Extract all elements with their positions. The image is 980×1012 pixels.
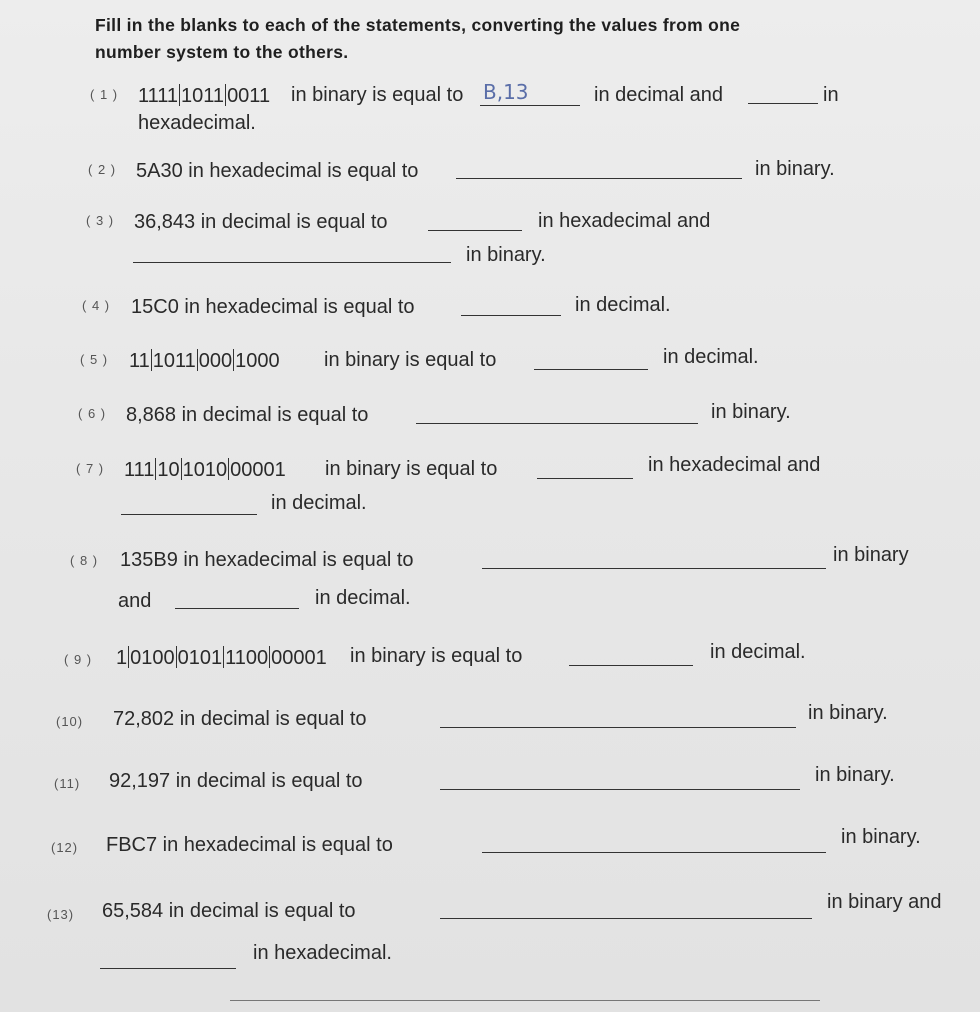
question-text: in binary. — [466, 244, 546, 266]
question-text: 5A30 in hexadecimal is equal to — [136, 160, 419, 182]
question-number: ( 2 ) — [88, 162, 117, 177]
question-text: 72,802 in decimal is equal to — [113, 708, 367, 730]
question-text: in binary is equal to — [350, 645, 523, 667]
question-text: in decimal. — [710, 641, 806, 663]
answer-blank[interactable] — [428, 230, 522, 231]
answer-blank[interactable] — [456, 178, 742, 179]
answer-blank[interactable] — [175, 608, 299, 609]
binary-value: 1111 1011 0011 — [138, 85, 271, 107]
question-text: FBC7 in hexadecimal is equal to — [106, 834, 393, 856]
question-text: 36,843 in decimal is equal to — [134, 211, 388, 233]
question-text: 15C0 in hexadecimal is equal to — [131, 296, 415, 318]
question-number: ( 1 ) — [90, 87, 119, 102]
question-text: in decimal. — [271, 492, 367, 514]
question-text: in binary. — [815, 764, 895, 786]
question-text: in binary. — [755, 158, 835, 180]
question-text: in binary is equal to — [324, 349, 497, 371]
answer-blank[interactable] — [440, 789, 800, 790]
question-number: ( 7 ) — [76, 461, 105, 476]
page-bottom-rule — [230, 1000, 820, 1001]
answer-blank[interactable] — [133, 262, 451, 263]
answer-blank[interactable] — [748, 103, 818, 104]
answer-blank[interactable] — [480, 105, 580, 106]
question-text: in binary. — [711, 401, 791, 423]
question-number: (10) — [56, 714, 84, 729]
question-number: ( 8 ) — [70, 553, 99, 568]
question-text: in binary and — [827, 891, 942, 913]
question-number: ( 3 ) — [86, 213, 115, 228]
answer-blank[interactable] — [537, 478, 633, 479]
question-text: in binary is equal to — [325, 458, 498, 480]
question-text: in hexadecimal and — [648, 454, 821, 476]
answer-blank[interactable] — [534, 369, 648, 370]
question-text: in decimal. — [315, 587, 411, 609]
question-text: in decimal. — [663, 346, 759, 368]
instructions-line-1: Fill in the blanks to each of the statements, converting the values from one — [95, 15, 741, 35]
binary-value: 11 1011 000 1000 — [129, 350, 280, 372]
question-text: in hexadecimal and — [538, 210, 711, 232]
question-number: (13) — [47, 907, 75, 922]
answer-blank[interactable] — [440, 918, 812, 919]
question-text: 8,868 in decimal is equal to — [126, 404, 369, 426]
binary-value: 1 0100 0101 1100 00001 — [116, 647, 327, 669]
instructions-line-2: number system to the others. — [95, 42, 349, 62]
answer-blank[interactable] — [569, 665, 693, 666]
question-text: and — [118, 590, 152, 612]
answer-blank[interactable] — [440, 727, 796, 728]
question-number: ( 9 ) — [64, 652, 93, 667]
question-text: hexadecimal. — [138, 112, 256, 134]
question-text: in hexadecimal. — [253, 942, 392, 964]
question-text: 92,197 in decimal is equal to — [109, 770, 363, 792]
question-number: (11) — [54, 776, 81, 791]
question-text: in decimal and — [594, 84, 723, 106]
question-number: ( 5 ) — [80, 352, 109, 367]
handwritten-answer: B,13 — [483, 80, 529, 104]
answer-blank[interactable] — [461, 315, 561, 316]
question-number: ( 6 ) — [78, 406, 107, 421]
answer-blank[interactable] — [121, 514, 257, 515]
question-number: ( 4 ) — [82, 298, 111, 313]
binary-value: 111 10 1010 00001 — [124, 459, 286, 481]
question-number: (12) — [51, 840, 79, 855]
answer-blank[interactable] — [100, 968, 236, 969]
question-text: in binary. — [808, 702, 888, 724]
question-text: 65,584 in decimal is equal to — [102, 900, 356, 922]
question-text: in binary is equal to — [291, 84, 464, 106]
question-text: in decimal. — [575, 294, 671, 316]
question-text: in — [823, 84, 839, 106]
question-text: in binary — [833, 544, 909, 566]
question-text: 135B9 in hexadecimal is equal to — [120, 549, 414, 571]
answer-blank[interactable] — [482, 568, 826, 569]
question-text: in binary. — [841, 826, 921, 848]
answer-blank[interactable] — [416, 423, 698, 424]
answer-blank[interactable] — [482, 852, 826, 853]
